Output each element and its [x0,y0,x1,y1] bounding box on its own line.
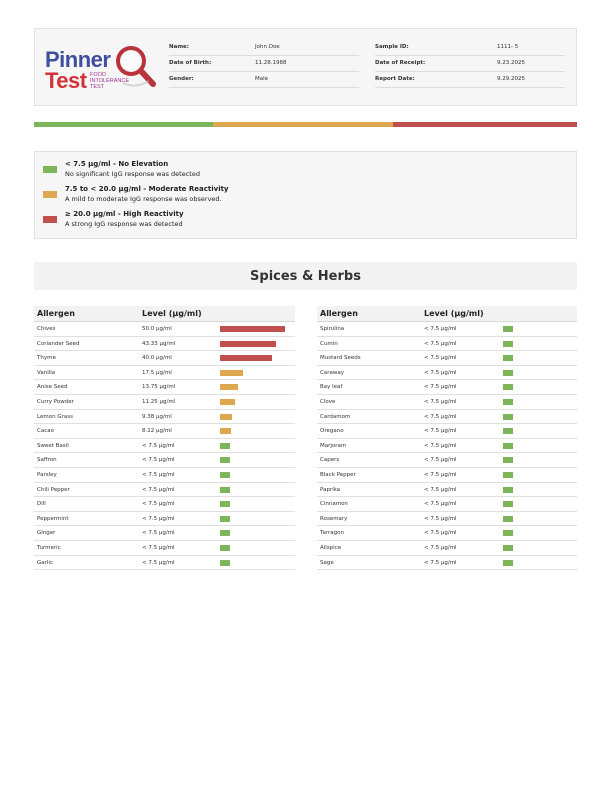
allergen-name: Parsley [37,472,57,478]
allergen-name: Spirulina [320,326,345,332]
sample-id: 1111- 5 [497,44,519,50]
allergen-name: Allspice [320,545,342,551]
table-row [317,380,577,395]
allergen-name: Saffron [37,457,57,464]
receipt-date: 9.23.2025 [497,60,525,66]
level-bar [220,545,230,551]
allergen-level: 9.38 µg/ml [142,413,172,420]
table-row [317,337,577,352]
sample-id-label: Sample ID: [375,44,409,50]
allergen-name: Mustard Seeds [320,355,361,362]
report-header [34,28,577,106]
allergen-level: 43.33 µg/ml [142,340,176,347]
table-row [34,424,295,439]
allergen-name: Thyme [37,355,56,362]
allergen-name: Tarragon [320,530,344,537]
allergen-level: < 7.5 µg/ml [424,559,457,566]
level-bar [220,355,272,361]
allergen-level: < 7.5 µg/ml [424,326,457,332]
level-bar [220,443,230,449]
patient-dob: 11.28.1988 [255,60,287,66]
report-date-label: Report Date: [375,76,415,82]
allergen-level: < 7.5 µg/ml [142,559,175,566]
level-bar [503,530,513,536]
table-row [317,322,577,337]
color-bar-green [34,122,213,127]
allergen-level: < 7.5 µg/ml [424,413,457,420]
level-bar [503,457,513,463]
allergen-name: Peppermint [37,515,69,522]
allergen-name: Garlic [37,559,53,566]
reactivity-color-bar [34,122,577,127]
allergen-name: Chili Pepper [37,486,70,493]
allergen-name: Clove [320,399,336,405]
allergen-name: Lemon Grass [37,413,73,420]
table-row [317,556,577,571]
section-title: Spices & Herbs [250,269,361,284]
section-header [34,262,577,290]
allergen-level: < 7.5 µg/ml [424,457,457,464]
level-bar [220,399,235,405]
table-row [34,526,295,541]
allergen-name: Dill [37,501,46,508]
allergen-level: < 7.5 µg/ml [142,501,175,508]
allergen-name: Marjoram [320,442,347,449]
allergen-level: < 7.5 µg/ml [424,442,457,449]
logo-subtitle: FOOD INTOLERANCE TEST [90,72,130,90]
patient-name: John Doe [255,44,280,50]
patient-name-row [169,41,359,56]
table-row [34,395,295,410]
table-row [317,439,577,454]
level-bar [503,341,513,347]
allergen-level: < 7.5 µg/ml [424,428,457,435]
table-row [34,483,295,498]
allergen-name: Caraway [320,369,344,376]
name-label: Name: [169,44,189,50]
table-header [317,306,577,322]
legend-title: ≥ 20.0 µg/ml - High Reactivity [65,210,184,218]
table-row [34,556,295,571]
magnifier-icon [113,43,157,89]
table-row [34,439,295,454]
allergen-level: < 7.5 µg/ml [424,340,457,347]
legend-desc: A mild to moderate IgG response was observed. [65,195,222,203]
sample-id-row [375,41,565,56]
table-row [317,351,577,366]
allergen-level: 8.12 µg/ml [142,428,172,435]
allergen-name: Turmeric [37,545,61,551]
table-row [317,410,577,425]
table-row [34,541,295,556]
patient-gender: Male [255,76,269,82]
level-bar [503,414,513,420]
level-bar [503,487,513,493]
table-row [317,512,577,527]
level-bar [220,326,285,332]
allergen-name: Vanilla [37,369,56,376]
allergen-level: < 7.5 µg/ml [142,530,175,537]
table-row [34,453,295,468]
table-row [34,366,295,381]
allergen-level: < 7.5 µg/ml [424,399,457,405]
table-row [34,497,295,512]
table-row [34,351,295,366]
level-bar [503,443,513,449]
allergen-level: < 7.5 µg/ml [142,545,175,551]
level-bar [220,414,232,420]
table-row [317,453,577,468]
level-bar [503,472,513,478]
level-bar [503,560,513,566]
allergen-name: Black Pepper [320,472,356,478]
level-bar [503,399,513,405]
allergen-level: < 7.5 µg/ml [424,515,457,522]
pinner-test-logo [45,41,170,97]
allergen-level: < 7.5 µg/ml [424,472,457,478]
level-bar [220,530,230,536]
allergen-level: < 7.5 µg/ml [142,442,175,449]
level-column-header: Level (µg/ml) [424,309,484,318]
level-bar [503,355,513,361]
level-column-header: Level (µg/ml) [142,309,202,318]
allergen-level: < 7.5 µg/ml [142,515,175,522]
level-bar [220,487,230,493]
table-row [34,322,295,337]
allergen-level: < 7.5 µg/ml [424,545,457,551]
table-row [317,541,577,556]
level-bar [503,384,513,390]
table-row [34,380,295,395]
logo-pinner-text: Pinner [45,47,111,72]
level-bar [220,370,243,376]
color-bar-red [393,122,577,127]
allergen-name: Cardamom [320,413,351,420]
allergen-level: < 7.5 µg/ml [424,486,457,493]
level-bar [220,341,276,347]
table-row [317,395,577,410]
allergen-level: 17.5 µg/ml [142,369,172,376]
table-row [34,468,295,483]
allergen-level: < 7.5 µg/ml [424,355,457,362]
allergen-level: < 7.5 µg/ml [142,457,175,464]
reactivity-legend [34,151,577,239]
table-row [34,512,295,527]
allergen-name: Sweet Basil [37,442,69,449]
level-bar [503,326,513,332]
legend-swatch-red [43,216,57,223]
allergen-level: < 7.5 µg/ml [142,486,175,493]
table-row [317,366,577,381]
level-bar [220,560,230,566]
allergen-name: Chives [37,326,56,332]
table-row [34,410,295,425]
allergen-level: < 7.5 µg/ml [424,384,457,391]
logo-test-text: Test [45,68,87,93]
allergen-name: Sage [320,559,334,566]
table-header [34,306,295,322]
dob-row [169,57,359,72]
receipt-label: Date of Receipt: [375,60,426,66]
receipt-row [375,57,565,72]
allergen-name: Capers [320,457,340,464]
legend-desc: A strong IgG response was detected [65,220,183,228]
table-row [317,483,577,498]
allergen-name: Oregano [320,428,344,435]
level-bar [503,370,513,376]
allergen-level: < 7.5 µg/ml [424,501,457,508]
allergen-name: Cinnamon [320,501,348,508]
allergen-name: Bay leaf [320,384,343,391]
level-bar [503,428,513,434]
report-date: 9.29.2025 [497,76,525,82]
allergen-level: 40.0 µg/ml [142,355,172,362]
level-bar [220,516,230,522]
allergen-name: Anise Seed [37,384,68,391]
table-row [317,424,577,439]
report-date-row [375,73,565,88]
allergen-name: Cacao [37,428,54,435]
table-row [317,468,577,483]
allergen-column-header: Allergen [37,309,75,318]
allergen-name: Rosemary [320,515,348,522]
allergen-level: 50.0 µg/ml [142,326,172,332]
allergen-level: < 7.5 µg/ml [142,472,175,478]
level-bar [220,428,231,434]
level-bar [503,545,513,551]
allergen-name: Coriander Seed [37,340,80,347]
allergen-name: Cumin [320,340,338,347]
legend-desc: No significant IgG response was detected [65,170,200,178]
level-bar [503,516,513,522]
gender-label: Gender: [169,76,194,82]
allergen-level: < 7.5 µg/ml [424,369,457,376]
dob-label: Date of Birth: [169,60,212,66]
table-row [317,526,577,541]
table-row [317,497,577,512]
legend-swatch-orange [43,191,57,198]
legend-title: 7.5 to < 20.0 µg/ml - Moderate Reactivity [65,185,229,193]
allergen-level: < 7.5 µg/ml [424,530,457,537]
legend-swatch-green [43,166,57,173]
table-row [34,337,295,352]
allergen-name: Ginger [37,530,56,537]
color-bar-orange [213,122,393,127]
allergen-level: 13.75 µg/ml [142,384,176,391]
gender-row [169,73,359,88]
legend-title: < 7.5 µg/ml - No Elevation [65,160,169,168]
allergen-name: Paprika [320,486,341,493]
level-bar [220,472,230,478]
level-bar [220,501,230,507]
level-bar [220,384,238,390]
allergen-name: Curry Powder [37,399,74,405]
allergen-level: 11.25 µg/ml [142,399,176,405]
level-bar [220,457,230,463]
level-bar [503,501,513,507]
allergen-column-header: Allergen [320,309,358,318]
